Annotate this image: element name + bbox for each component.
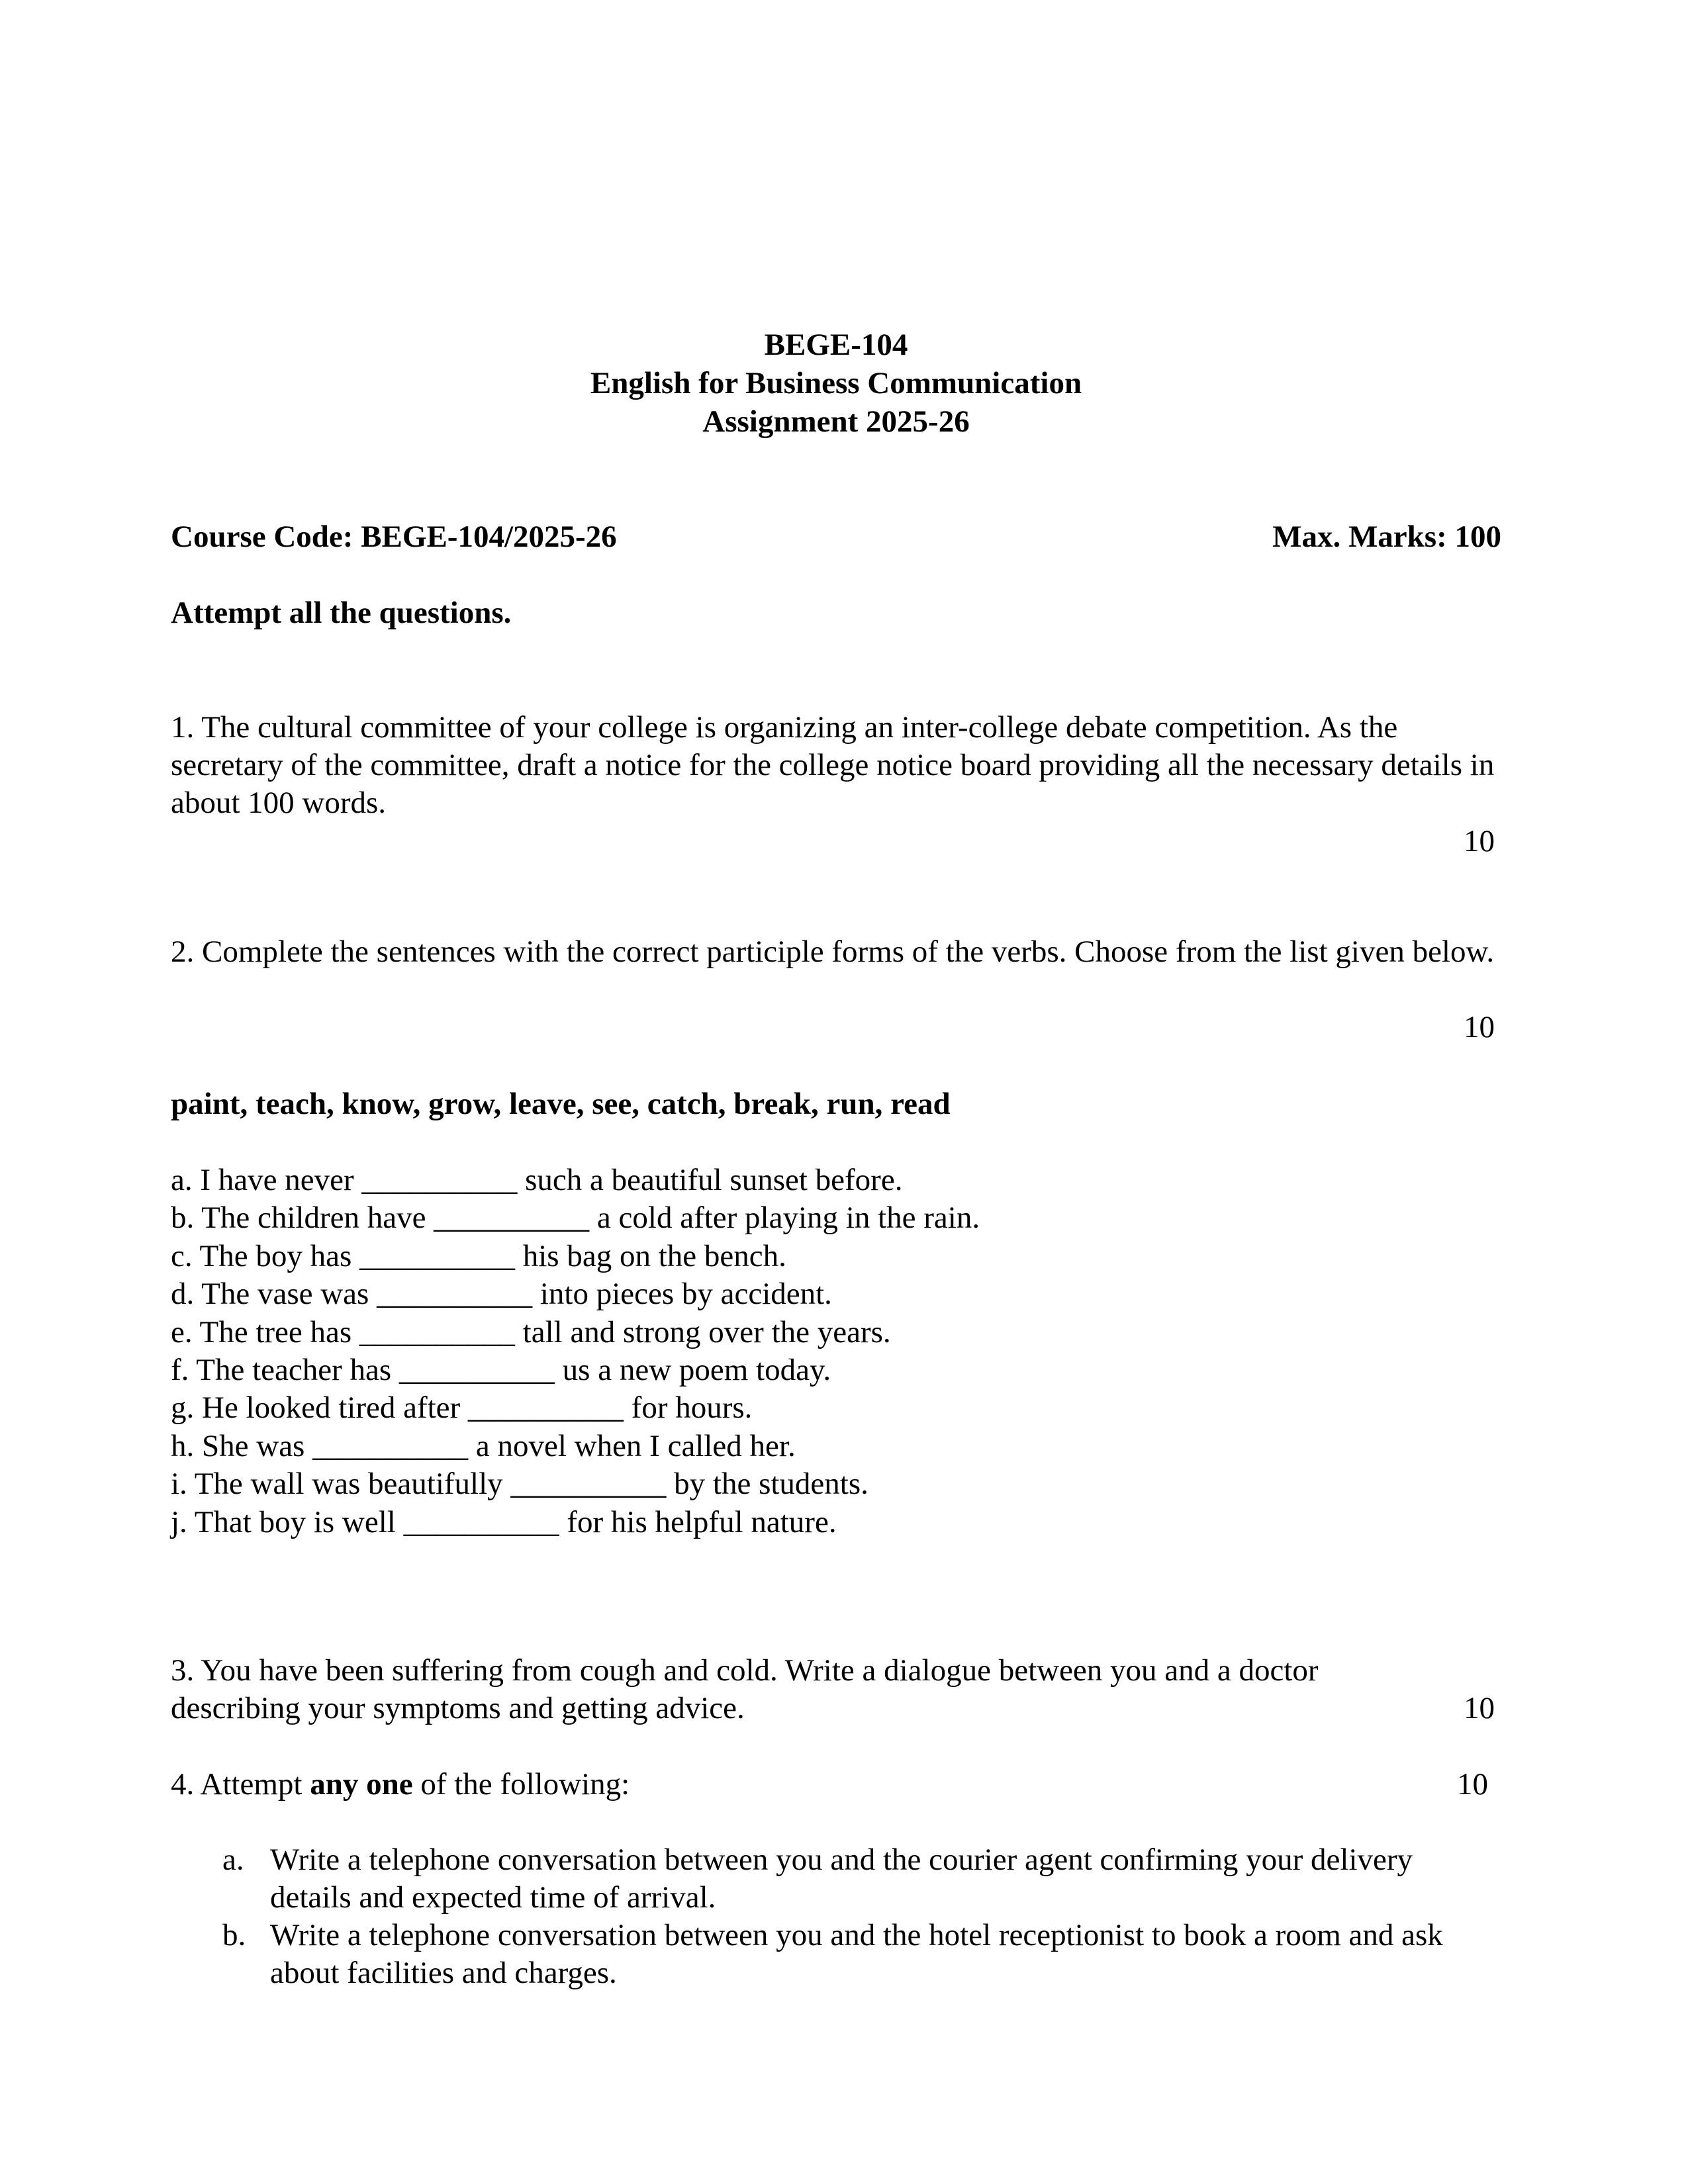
question-2-marks: 10: [1464, 1010, 1495, 1044]
question-4: [171, 1766, 1501, 1803]
max-marks-label: Max. Marks: 100: [1272, 520, 1501, 554]
course-code-heading: BEGE-104: [764, 328, 908, 362]
question-3-marks: 10: [1464, 1691, 1495, 1725]
sentence-item: c. The boy has __________ his bag on the bench.: [171, 1238, 786, 1273]
option-label: a.: [222, 1843, 244, 1877]
option-label: b.: [222, 1918, 246, 1952]
question-4-options: [171, 1841, 1501, 1992]
assignment-page: [171, 0, 1501, 2184]
question-4-emphasis: any one: [310, 1767, 413, 1801]
option-text: Write a telephone conversation between you and the courier agent confirming your delivery details and expected time of arrival.: [270, 1843, 1413, 1915]
sentence-item: g. He looked tired after __________ for hours.: [171, 1390, 753, 1426]
sentence-item: h. She was __________ a novel when I called her.: [171, 1428, 796, 1463]
sentence-list: [171, 1161, 980, 1541]
option-text: Write a telephone conversation between you and the hotel receptionist to book a room and ask about facilities and charges.: [270, 1918, 1443, 1990]
question-1-text: 1. The cultural committee of your college is organizing an inter-college debate competition. As the secretary of the committee, draft a notice for the college notice board providing all the necessary details in about 100 words.: [171, 710, 1495, 820]
question-4-suffix: of the following:: [412, 1767, 630, 1801]
question-2: [171, 933, 1501, 1044]
sentence-item: i. The wall was beautifully __________ by the students.: [171, 1467, 868, 1502]
sentence-item: d. The vase was __________ into pieces by accident.: [171, 1277, 832, 1312]
sentence-item: a. I have never __________ such a beautiful sunset before.: [171, 1163, 903, 1197]
question-3-text: 3. You have been suffering from cough and cold. Write a dialogue between you and a doctor describing your symptoms and getting advice.: [171, 1653, 1319, 1725]
course-code-label: Course Code: BEGE-104/2025-26: [171, 520, 617, 554]
instruction-text: Attempt all the questions.: [171, 596, 512, 630]
document-header: [171, 326, 1501, 441]
verb-list: paint, teach, know, grow, leave, see, catch, break, run, read: [171, 1087, 951, 1121]
course-title-heading: English for Business Communication: [590, 366, 1082, 400]
sentence-item: j. That boy is well __________ for his helpful nature.: [171, 1504, 837, 1539]
assignment-year-heading: Assignment 2025-26: [702, 404, 970, 439]
question-4-text: [171, 1766, 1495, 1803]
sentence-item: e. The tree has __________ tall and strong over the years.: [171, 1314, 891, 1349]
question-3: [171, 1652, 1501, 1727]
question-4-prefix: 4. Attempt: [171, 1767, 310, 1801]
option-item: [171, 1917, 1501, 1992]
option-item: [171, 1841, 1501, 1917]
question-4-marks: 10: [1457, 1767, 1488, 1801]
question-2-text: 2. Complete the sentences with the correct participle forms of the verbs. Choose from the list given below.: [171, 934, 1495, 969]
sentence-item: b. The children have __________ a cold after playing in the rain.: [171, 1201, 980, 1236]
question-1: [171, 709, 1501, 858]
question-1-marks: 10: [1464, 824, 1495, 858]
sentence-item: f. The teacher has __________ us a new poem today.: [171, 1352, 831, 1387]
meta-row: [171, 518, 1501, 556]
